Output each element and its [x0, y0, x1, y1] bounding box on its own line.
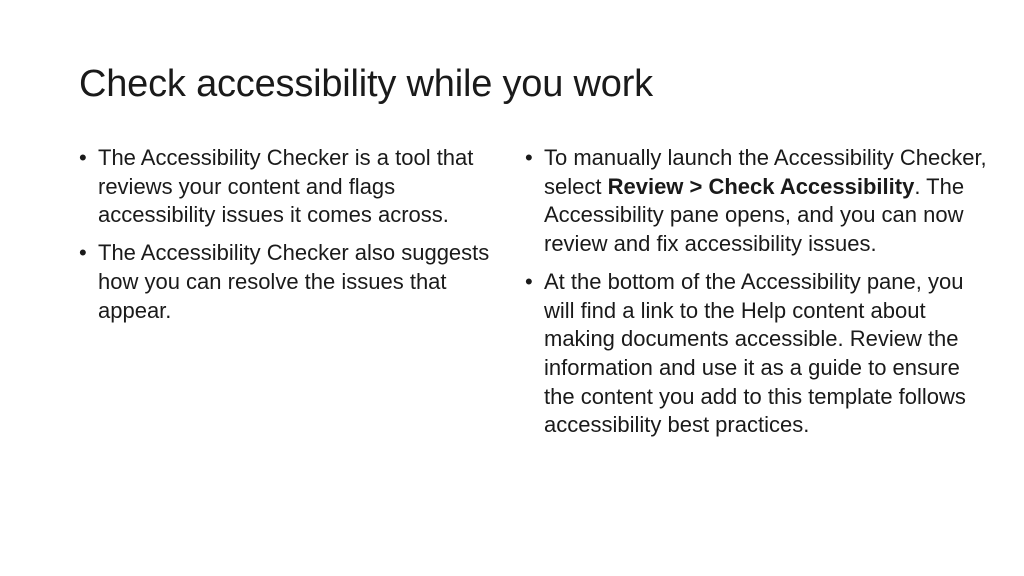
bullet-icon: •: [79, 240, 87, 266]
list-item: [525, 144, 995, 259]
bullet-text-tail: . The Accessibility pane opens, and you can now review and fix accessibility issues.: [544, 173, 965, 257]
bullet-text: At the bottom of the Accessibility pane, you will find a link to the Help content about making documents accessible. Review the information and use it as a guide to ensure the content you add to this template follows accessibility best practices.: [544, 268, 966, 438]
bullet-icon: •: [525, 145, 533, 170]
bullet-text: The Accessibility Checker is a tool that reviews your content and flags accessibility issues it comes across.: [98, 145, 474, 228]
list-item: [79, 144, 509, 230]
bullet-text-lead: To manually launch the Accessibility Checker, select: [544, 145, 987, 199]
bullet-text-bold-menu-path: Review > Check Accessibility: [607, 173, 915, 199]
bullet-text: The Accessibility Checker also suggests how you can resolve the issues that appear.: [98, 240, 490, 323]
left-bullet-list: [79, 144, 509, 334]
list-item: [79, 239, 509, 325]
list-item: [525, 268, 995, 440]
bullet-icon: •: [525, 268, 533, 294]
slide-title: Check accessibility while you work: [79, 63, 653, 105]
bullet-icon: •: [79, 145, 87, 170]
right-bullet-list: [525, 144, 995, 449]
